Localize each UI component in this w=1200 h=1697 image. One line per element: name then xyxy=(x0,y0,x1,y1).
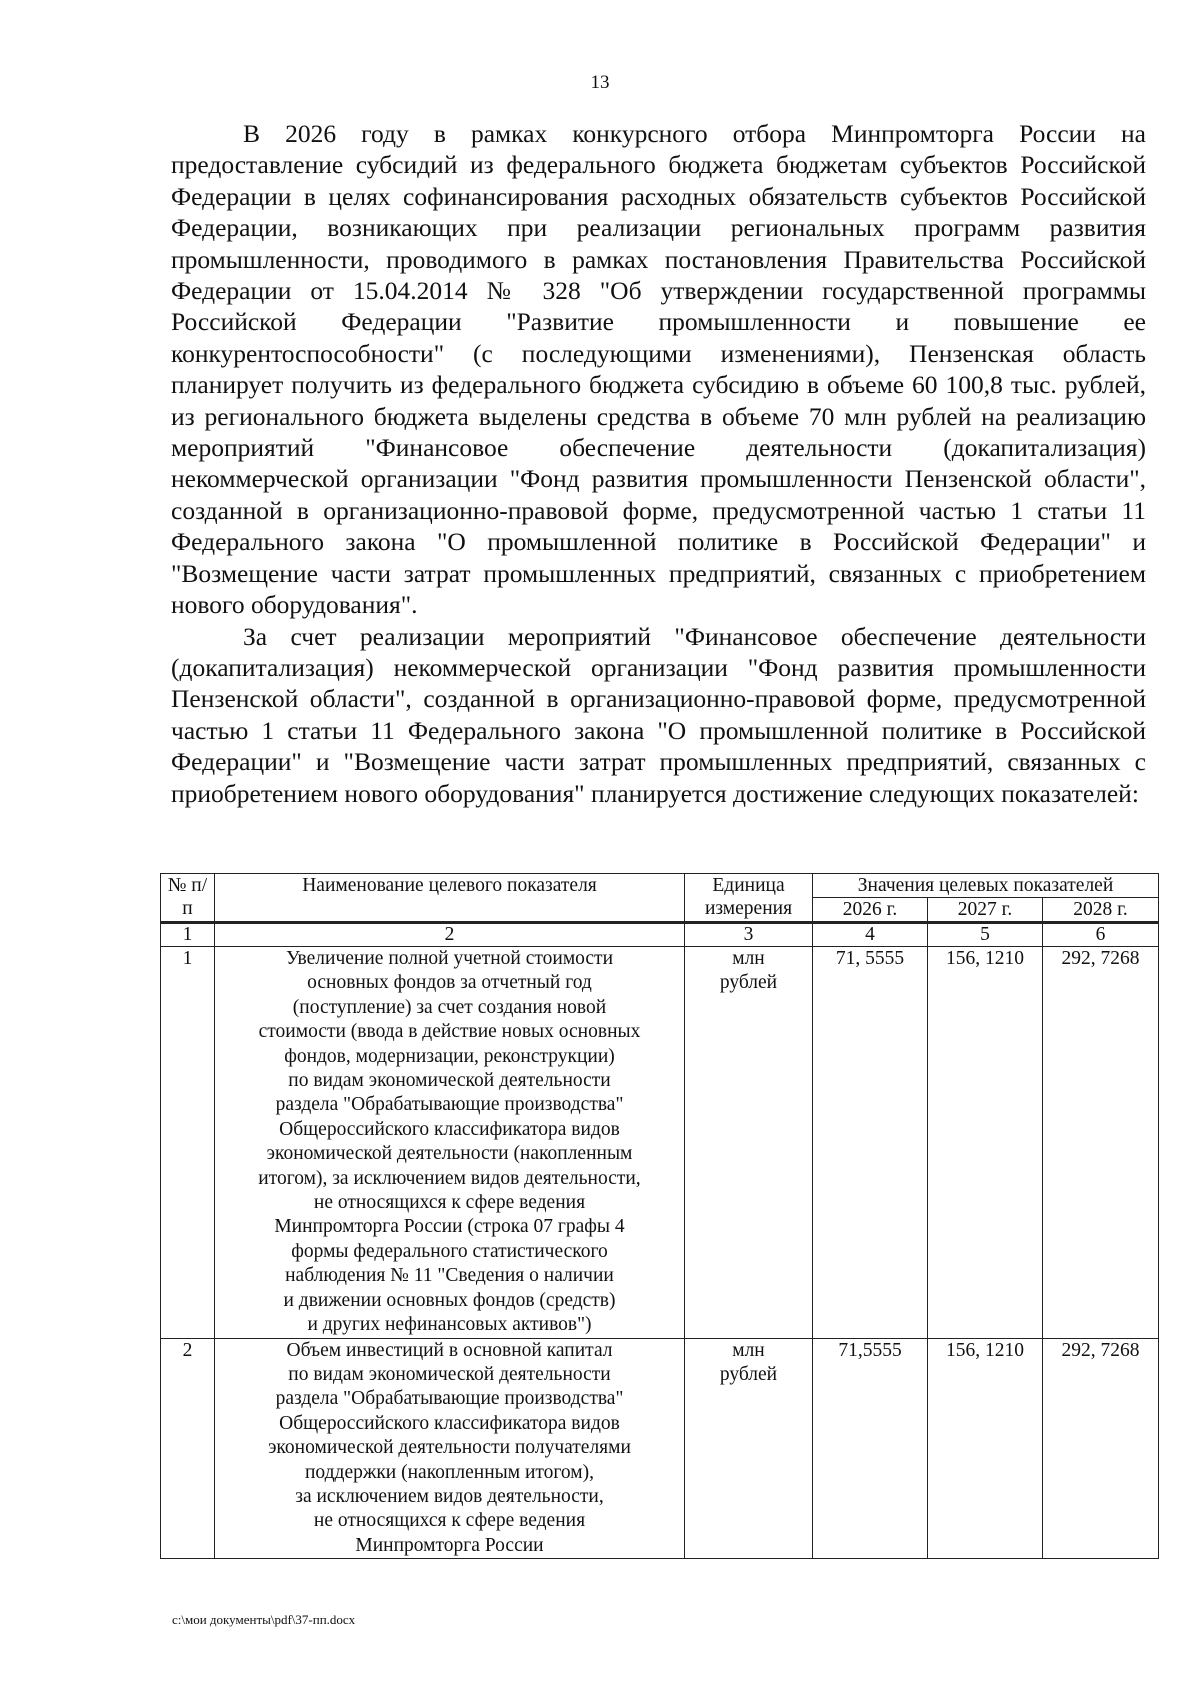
row-name-line: (поступление) за счет создания новой xyxy=(292,996,607,1018)
row-name-line: фондов, модернизации, реконструкции) xyxy=(284,1045,615,1067)
row-name-line: Общероссийского классификатора видов xyxy=(279,1118,620,1140)
column-number: 6 xyxy=(1043,923,1159,947)
row-name-line: Минпромторга России (строка 07 графы 4 xyxy=(274,1216,625,1238)
header-year: 2026 г. xyxy=(813,898,928,923)
column-number: 3 xyxy=(685,923,813,947)
row-value-2028: 292, 7268 xyxy=(1043,947,1159,1339)
row-value-2027: 156, 1210 xyxy=(928,1338,1043,1559)
row-name-line: итогом), за исключением видов деятельности, xyxy=(258,1167,641,1189)
row-num: 2 xyxy=(161,1338,215,1559)
indicators-table xyxy=(160,873,1159,1559)
body-text xyxy=(171,118,1146,809)
row-name xyxy=(215,1338,685,1559)
header-num: № п/п xyxy=(161,874,215,923)
paragraph-2: За счет реализации мероприятий "Финансовое обеспечение деятельности (докапитализация) некоммерческой организации "Фонд развития промышленности Пензенской области", созданной в организационно-правовой форме, предусмотренной частью 1 статьи 11 Федерального закона "О промышленной политике в Российской Федерации" и "Возмещение части затрат промышленных предприятий, связанных с приобретением нового оборудования" планируется достижение следующих показателей: xyxy=(171,621,1146,808)
header-unit: Единица измерения xyxy=(685,874,813,923)
row-name-line: Общероссийского классификатора видов xyxy=(279,1412,620,1434)
row-name-line: и других нефинансовых активов") xyxy=(307,1314,592,1336)
row-unit-line: млн xyxy=(732,948,765,969)
row-name-line: Минпромторга России xyxy=(355,1534,544,1556)
column-number: 2 xyxy=(215,923,685,947)
row-name-line: раздела "Обрабатывающие производства" xyxy=(275,1388,624,1410)
row-name xyxy=(215,947,685,1339)
row-value-2026: 71, 5555 xyxy=(813,947,928,1339)
header-year: 2028 г. xyxy=(1043,898,1159,923)
row-name-line: формы федерального статистического xyxy=(291,1240,608,1262)
row-name-line: экономической деятельности (накопленным xyxy=(266,1143,633,1165)
row-name-line: поддержки (накопленным итогом), xyxy=(304,1461,594,1483)
row-name-line: Объем инвестиций в основной капитал xyxy=(286,1339,613,1361)
row-name-line: по видам экономической деятельности xyxy=(288,1070,611,1092)
table-row xyxy=(161,1338,1159,1559)
row-name-line: раздела "Обрабатывающие производства" xyxy=(275,1094,624,1116)
footer-file-path: c:\мои документы\pdf\37-пп.docx xyxy=(172,1612,356,1627)
row-unit-line: млн xyxy=(732,1339,765,1361)
row-value-2027: 156, 1210 xyxy=(928,947,1043,1339)
row-name-line: за исключением видов деятельности, xyxy=(295,1485,604,1507)
row-name-line: по видам экономической деятельности xyxy=(288,1363,611,1385)
row-num: 1 xyxy=(161,947,215,1339)
row-unit-line: рублей xyxy=(719,1363,778,1385)
column-number: 5 xyxy=(928,923,1043,947)
row-name-line: стоимости (ввода в действие новых основных xyxy=(258,1021,641,1043)
row-name-line: основных фондов за отчетный год xyxy=(307,972,592,994)
table-header-row xyxy=(161,874,1159,898)
paragraph-1: В 2026 году в рамках конкурсного отбора Минпромторга России на предоставление субсидий из федерального бюджета бюджетам субъектов Российской Федерации в целях софинансирования расходных обязательств субъектов Российской Федерации, возникающих при реализации региональных программ развития промышленности, проводимого в рамках постановления Правительства Российской Федерации от 15.04.2014 № 328 "Об утверждении государственной программы Российской Федерации "Развитие промышленности и повышение ее конкурентоспособности" (с последующими изменениями), Пензенская область планирует получить из федерального бюджета субсидию в объеме 60 100,8 тыс. рублей, из регионального бюджета выделены средства в объеме 70 млн рублей на реализацию мероприятий "Финансовое обеспечение деятельности (докапитализация) некоммерческой организации "Фонд развития промышленности Пензенской области", созданной в организационно-правовой форме, предусмотренной частью 1 статьи 11 Федерального закона "О промышленной политике в Российской Федерации" и "Возмещение части затрат промышленных предприятий, связанных с приобретением нового оборудования". xyxy=(171,119,1146,620)
row-value-2026: 71,5555 xyxy=(813,1338,928,1559)
row-name-line: не относящихся к сфере ведения xyxy=(313,1192,586,1214)
column-number: 4 xyxy=(813,923,928,947)
page-number: 13 xyxy=(590,72,610,93)
row-unit-line: рублей xyxy=(719,972,778,994)
row-name-line: и движении основных фондов (средств) xyxy=(283,1289,616,1311)
column-numbers-row xyxy=(161,923,1159,947)
header-year: 2027 г. xyxy=(928,898,1043,923)
header-values-group: Значения целевых показателей xyxy=(813,874,1159,898)
row-value-2028: 292, 7268 xyxy=(1043,1338,1159,1559)
row-name-line: экономической деятельности получателями xyxy=(268,1437,631,1459)
table-row xyxy=(161,947,1159,1339)
row-unit xyxy=(685,947,813,1339)
row-name-line: наблюдения № 11 "Сведения о наличии xyxy=(285,1265,614,1287)
row-name-line: не относящихся к сфере ведения xyxy=(313,1510,586,1532)
header-name: Наименование целевого показателя xyxy=(215,874,685,923)
column-number: 1 xyxy=(161,923,215,947)
row-name-line: Увеличение полной учетной стоимости xyxy=(285,948,614,969)
row-unit xyxy=(685,1338,813,1559)
